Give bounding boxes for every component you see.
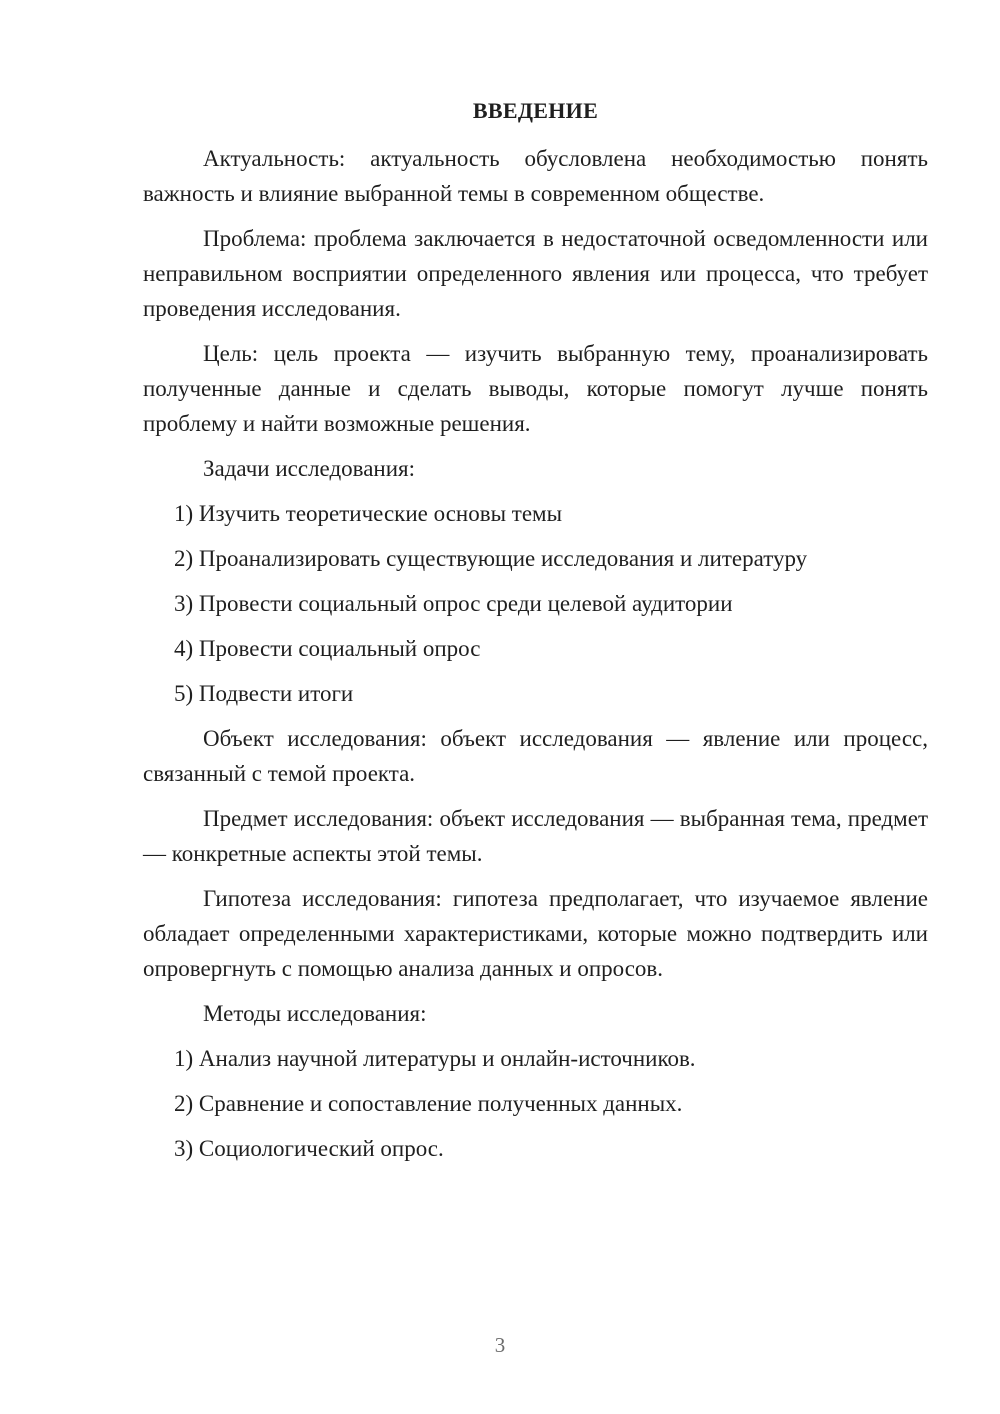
methods-list — [143, 1041, 928, 1166]
document-body — [143, 96, 928, 1176]
paragraph-relevance: Актуальность: актуальность обусловлена необходимостью понять важность и влияние выбранной темы в современном обществе. — [143, 146, 928, 206]
list-item: 1) Анализ научной литературы и онлайн-источников. — [174, 1046, 696, 1071]
paragraph-problem: Проблема: проблема заключается в недостаточной осведомленности или неправильном восприятии определенного явления или процесса, что требует проведения исследования. — [143, 226, 928, 321]
list-item: 1) Изучить теоретические основы темы — [174, 501, 563, 526]
paragraph-hypothesis: Гипотеза исследования: гипотеза предполагает, что изучаемое явление обладает определенными характеристиками, которые можно подтвердить или опровергнуть с помощью анализа данных и опросов. — [143, 886, 928, 981]
list-item: 3) Провести социальный опрос среди целевой аудитории — [174, 591, 733, 616]
paragraph-object: Объект исследования: объект исследования — явление или процесс, связанный с темой проекта. — [143, 726, 928, 786]
paragraph-goal: Цель: цель проекта — изучить выбранную тему, проанализировать полученные данные и сделать выводы, которые помогут лучше понять проблему и найти возможные решения. — [143, 341, 928, 436]
tasks-heading: Задачи исследования: — [203, 456, 416, 481]
list-item: 5) Подвести итоги — [174, 681, 354, 706]
tasks-list — [143, 496, 928, 711]
list-item: 2) Сравнение и сопоставление полученных данных. — [174, 1091, 683, 1116]
paragraph-subject: Предмет исследования: объект исследования — выбранная тема, предмет — конкретные аспекты этой темы. — [143, 806, 928, 866]
list-item: 2) Проанализировать существующие исследования и литературу — [174, 546, 808, 571]
list-item: 3) Социологический опрос. — [174, 1136, 444, 1161]
list-item: 4) Провести социальный опрос — [174, 636, 481, 661]
methods-heading: Методы исследования: — [203, 1001, 427, 1026]
page-title: ВВЕДЕНИЕ — [472, 98, 599, 123]
page-number: 3 — [494, 1333, 506, 1357]
